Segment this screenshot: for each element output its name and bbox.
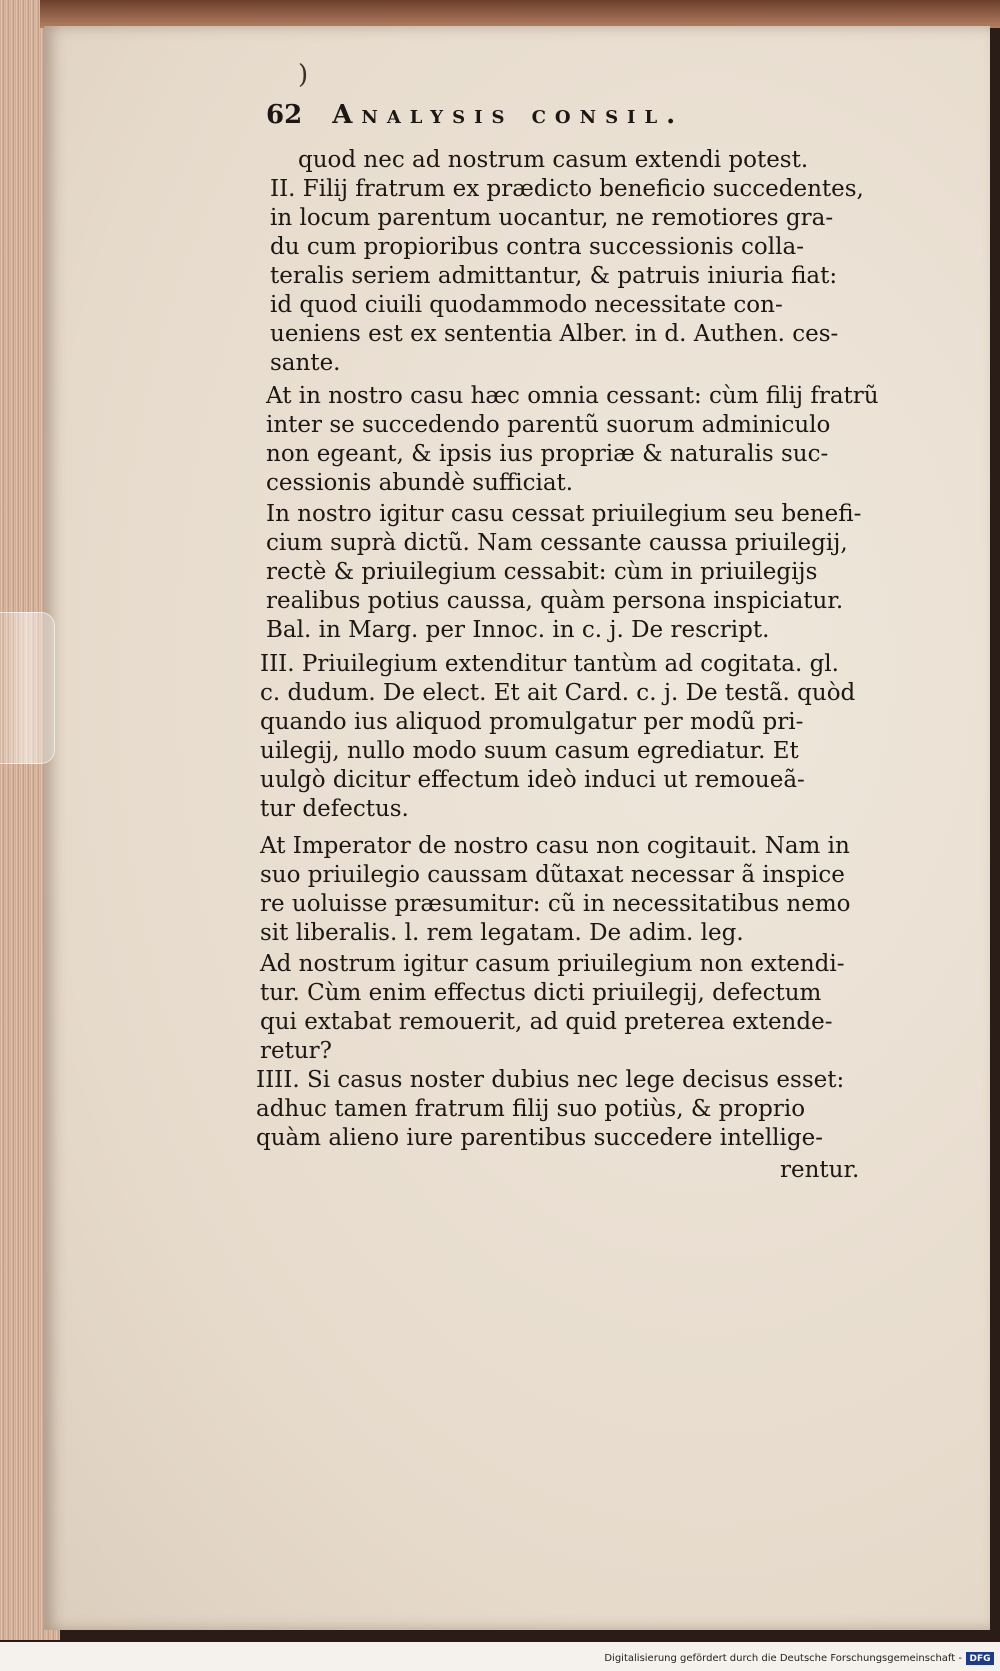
funding-credit: Digitalisierung gefördert durch die Deutsche Forschungsgemeinschaft - (604, 1653, 962, 1664)
dfg-logo: DFG (966, 1652, 994, 1665)
margin-mark: ) (298, 60, 309, 90)
folio-number: 62 (266, 100, 303, 130)
paragraph-at-in-nostro: At in nostro casu hæc omnia cessant: cùm filij fratrũ inter se succedendo parentũ suorum adminiculo non egeant, & ipsis ius propriæ & naturalis suc- cessionis abundè sufficiat. (266, 383, 879, 496)
paragraph-ii: II. Filij fratrum ex prædicto beneficio succedentes, in locum parentum uocantur, ne remotiores gra- du cum propioribus contra successionis colla- teralis seriem admittantur, & patruis iniuria fiat: id quod ciuili quodammodo necessitate con- ueniens est ex sententia Alber. in d. Authen. ces- sante. (270, 176, 864, 376)
page-clip (0, 612, 55, 764)
paragraph-ad-nostrum: Ad nostrum igitur casum priuilegium non extendi- tur. Cùm enim effectus dicti priuilegij, defectum qui extabat remouerit, ad quid preterea extende- retur? (260, 951, 845, 1064)
paragraph-iii: III. Priuilegium extenditur tantùm ad cogitata. gl. c. dudum. De elect. Et ait Card. c. j. De testã. quòd quando ius aliquod promulgatur per modũ pri- uilegij, nullo modo suum casum egrediatur. Et uulgò dicitur effectum ideò induci ut remoueã- tur defectus. (260, 651, 856, 822)
paragraph-continuation: quod nec ad nostrum casum extendi potest. (298, 147, 809, 173)
paragraph-in-nostro: In nostro igitur casu cessat priuilegium seu benefi- cium suprà dictũ. Nam cessante caussa priuilegij, rectè & priuilegium cessabit: cùm in priuilegijs realibus potius caussa, quàm persona inspiciatur. Bal. in Marg. per Innoc. in c. j. De rescript. (266, 501, 862, 643)
book-top-edge (40, 0, 1000, 28)
paragraph-iiii: IIII. Si casus noster dubius nec lege decisus esset: adhuc tamen fratrum filij suo potiùs, & proprio quàm alieno iure parentibus succedere intellige- (256, 1067, 845, 1151)
paragraph-at-imperator: At Imperator de nostro casu non cogitauit. Nam in suo priuilegio caussam dũtaxat necessar ã inspice re uoluisse præsumitur: cũ in necessitatibus nemo sit liberalis. l. rem legatam. De adim. leg. (260, 833, 851, 946)
page-header (266, 100, 906, 140)
catchword: rentur. (780, 1157, 860, 1183)
running-head: Analysis consil. (332, 100, 685, 130)
